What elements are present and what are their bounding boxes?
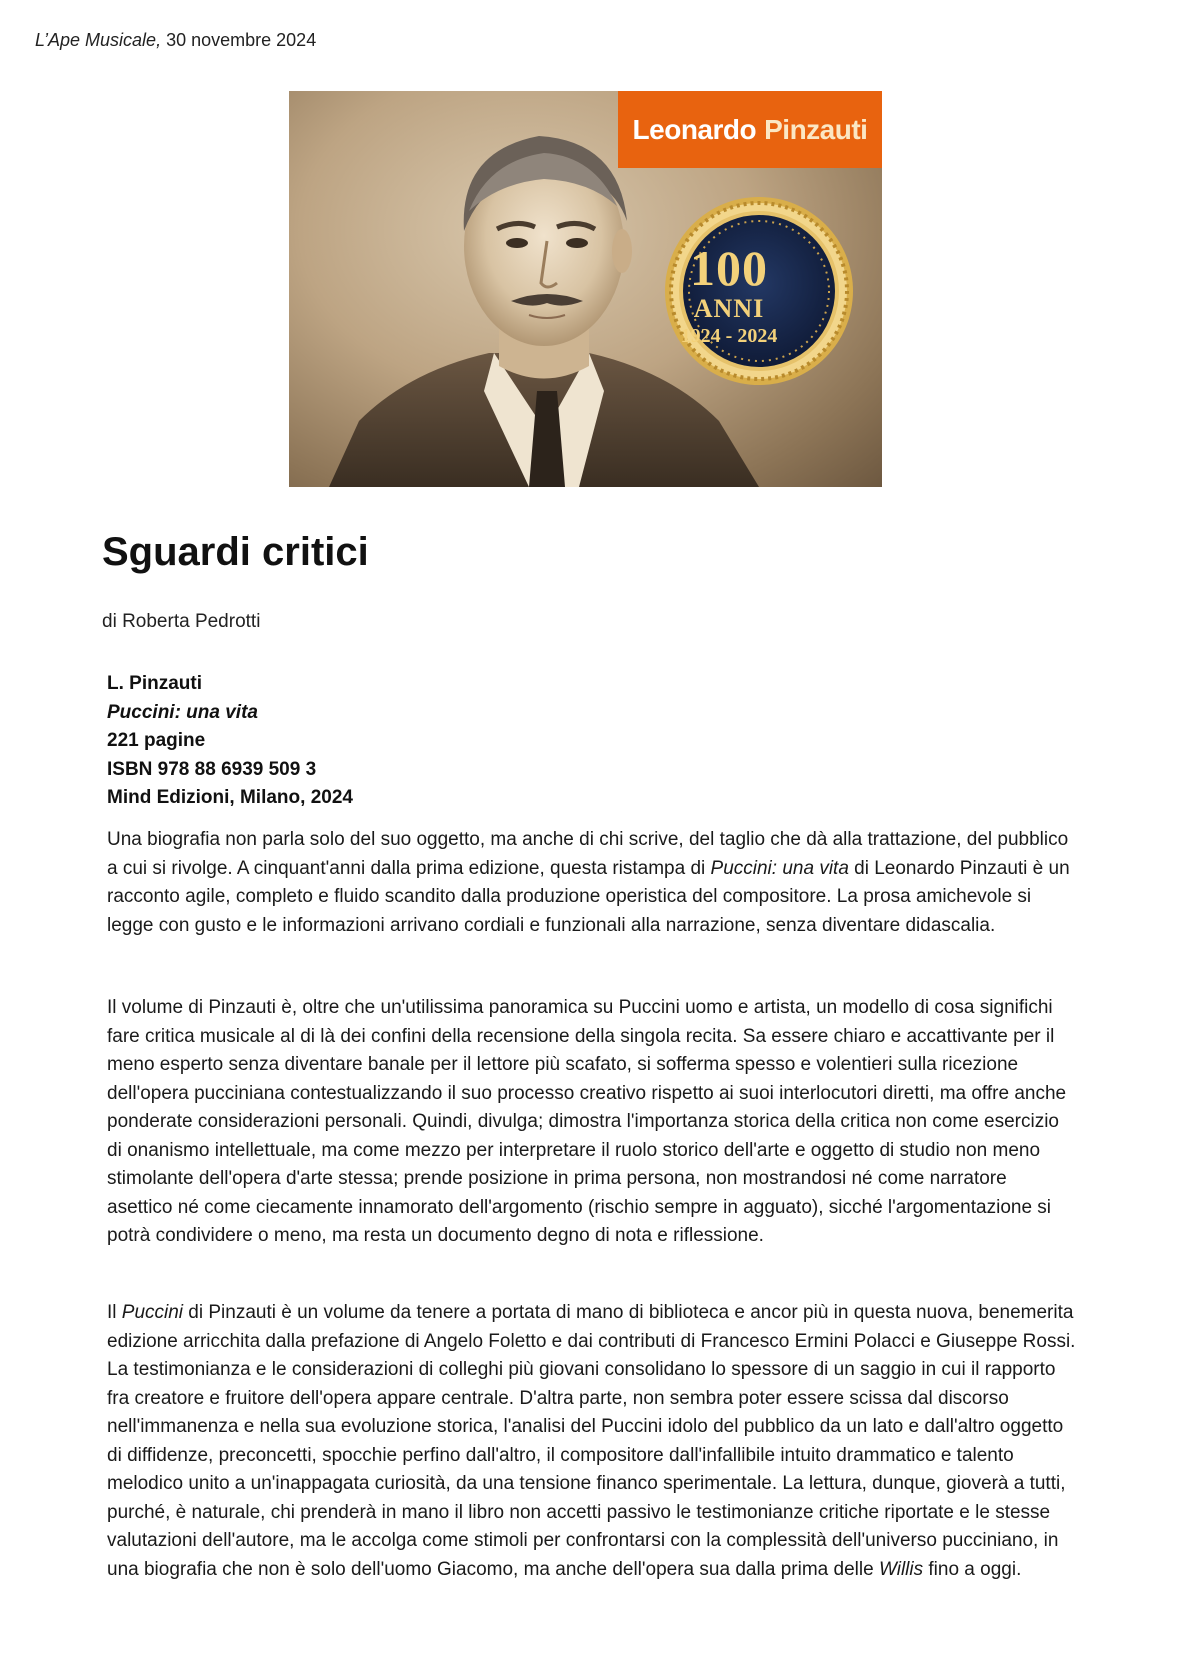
- brand-first-name: Leonardo: [632, 113, 757, 145]
- seal-number: 100: [690, 240, 768, 296]
- seal-word: ANNI: [693, 294, 765, 323]
- article-title: Sguardi critici: [102, 530, 369, 574]
- paragraph-1: [107, 826, 1077, 940]
- article-byline: di Roberta Pedrotti: [102, 611, 261, 632]
- paragraph-1-text-b: di Leonardo Pinzauti è un racconto agile, completo e fluido scandito dalla produzione operistica del compositore. La prosa amichevole si legge con gusto e le informazioni arrivano cordiali e funzionali alla narrazione, senza diventare didascalia.: [107, 857, 1070, 936]
- author-brand-banner: [618, 91, 882, 168]
- seal-years: 1924 - 2024: [680, 325, 778, 347]
- book-pages: 221 pagine: [107, 730, 206, 751]
- book-isbn: ISBN 978 88 6939 509 3: [107, 758, 317, 780]
- paragraph-3-text-b: di Pinzauti è un volume da tenere a portata di mano di biblioteca e ancor più in questa nuova, benemerita edizione arricchita dalla prefazione di Angelo Foletto e dai contributi di Francesco Ermini Polacci e Giuseppe Rossi. La testimonianza e le considerazioni di colleghi più giovani consolidano lo spessore di un saggio in cui il rapporto fra creatore e fruitore dell'opera appare centrale. D'altra parte, non sembra poter essere scissa dal discorso nell'immanenza e nella sua evoluzione storica, l'analisi del Puccini idolo del pubblico da un lato e dall'altro oggetto di diffidenze, preconcetti, spocchie perfino dall'altro, il compositore dall'infallibile intuito drammatico e talento melodico unito a un'inappagata curiosità, da una tensione financo sperimentale. La lettura, dunque, gioverà a tutti, purché, è naturale, chi prenderà in mano il libro non accetti passivo le testimonianze critiche riportate e le stesse valutazioni dell'autore, ma le accolga come stimoli per confrontarsi con la complessità dell'universo pucciniano, in una biografia che non è solo dell'uomo Giacomo, ma anche dell'opera sua dalla prima delle: [107, 1302, 1076, 1580]
- book-details: [107, 670, 353, 813]
- paragraph-3: [107, 1299, 1077, 1584]
- paragraph-1-book-title: Puccini: una vita: [710, 857, 849, 879]
- paragraph-2: Il volume di Pinzauti è, oltre che un'utilissima panoramica su Puccini uomo e artista, un modello di cosa significhi fare critica musicale al di là dei confini della recensione della singola recita. Sa essere chiaro e accattivante per il meno esperto senza diventare banale per il lettore più scafato, si sofferma spesso e volentieri sulla ricezione dell'opera pucciniana contestualizzando il suo processo creativo rispetto ai suoi interlocutori diretti, ma offre anche ponderate considerazioni personali. Quindi, divulga; dimostra l'importanza storica della critica non come esercizio di onanismo intellettuale, ma come mezzo per interpretare il ruolo storico dell'arte e oggetto di studio non meno stimolante dell'opera d'arte stessa; prende posizione in prima persona, non mostrandosi né come narratore asettico né come ciecamente innamorato dell'argomento (rischio sempre in agguato), sicché l'argomentazione si potrà condividere o meno, ma resta un documento degno di nota e riflessione.: [107, 997, 1067, 1246]
- paragraph-3-text-a: Il: [107, 1302, 122, 1323]
- paragraph-3-text-c: fino a oggi.: [923, 1558, 1022, 1580]
- paragraph-3-willis: Willis: [878, 1558, 924, 1580]
- paragraph-1-text-a: Una biografia non parla solo del suo oggetto, ma anche di chi scrive, del taglio che dà alla trattazione, del pubblico a cui si rivolge. A cinquant'anni dalla prima edizione, questa ristampa di: [107, 829, 1069, 879]
- publication-name: L’Ape Musicale,: [35, 30, 162, 50]
- book-title: Puccini: una vita: [107, 701, 258, 723]
- book-author: L. Pinzauti: [107, 673, 202, 694]
- book-publisher: Mind Edizioni, Milano, 2024: [107, 787, 353, 808]
- publication-date: 30 novembre 2024: [166, 30, 317, 50]
- publication-header: [35, 30, 316, 51]
- paragraph-3-puccini: Puccini: [121, 1302, 184, 1323]
- book-cover-image: [289, 91, 882, 487]
- brand-last-name: Pinzauti: [764, 113, 868, 145]
